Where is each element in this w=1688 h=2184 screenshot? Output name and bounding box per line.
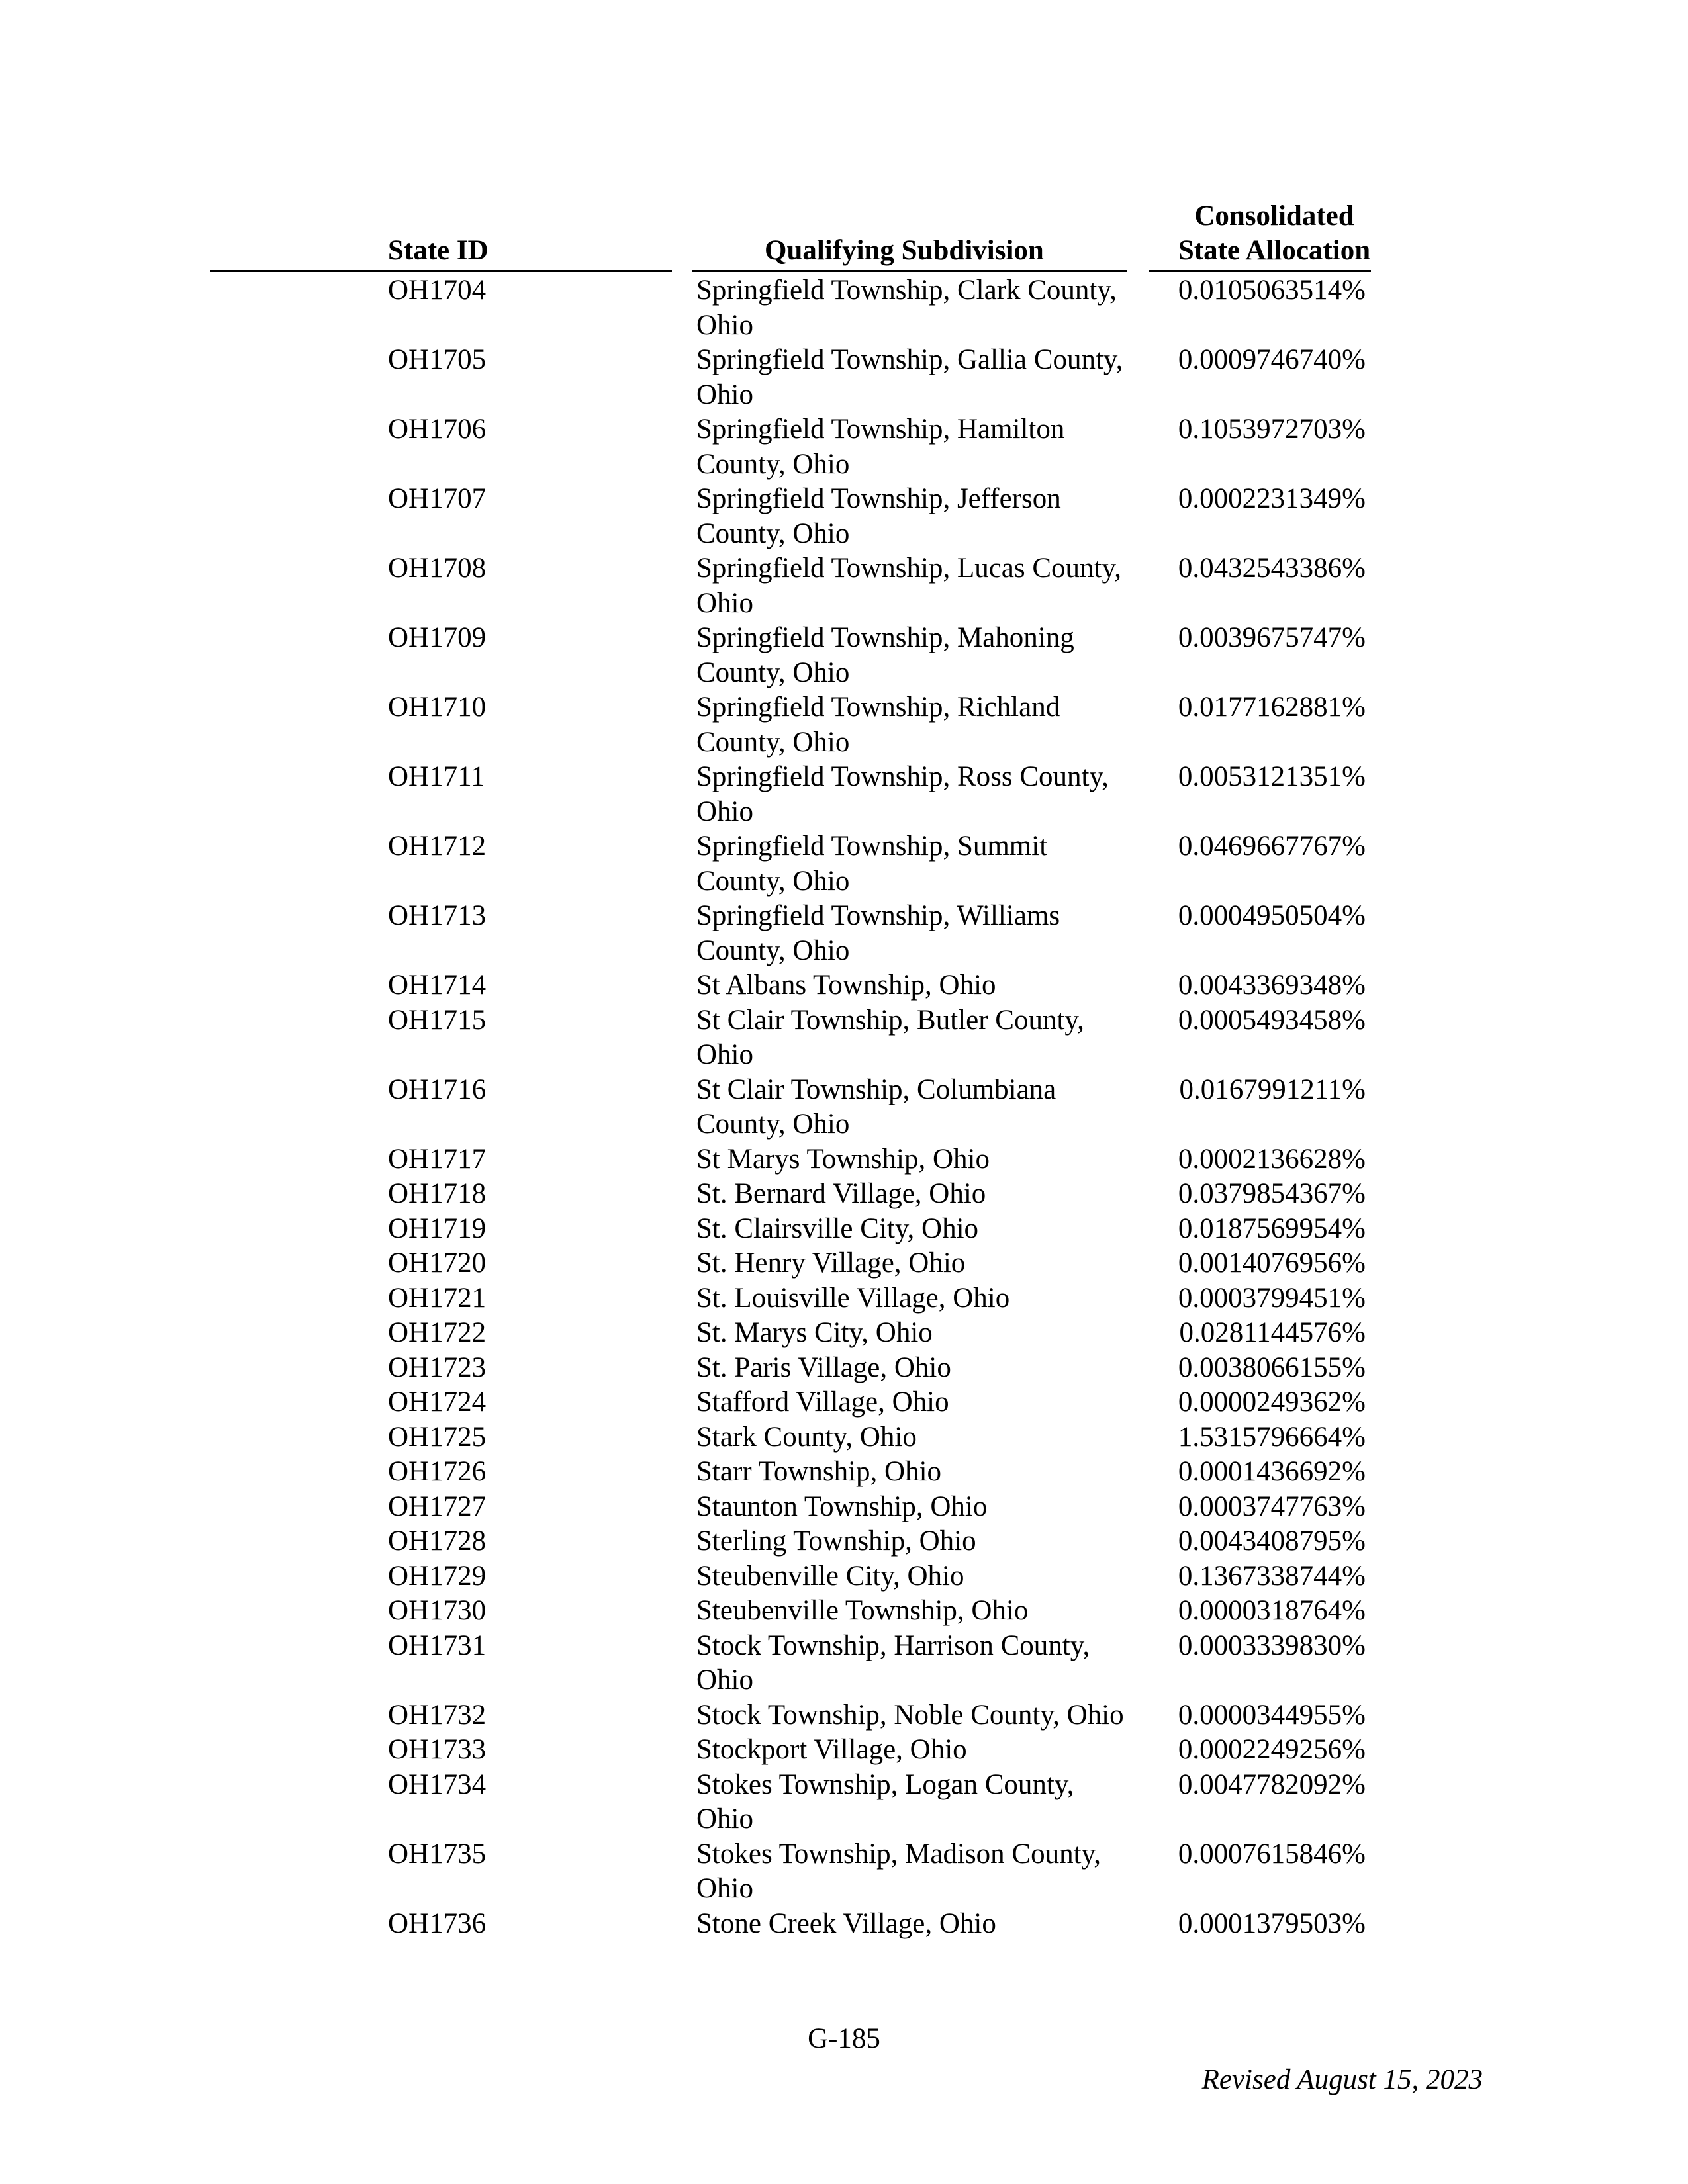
subdivision-cell: Springfield Township, Richland County, Ohio — [696, 692, 1060, 758]
table-row — [0, 412, 1688, 482]
state-id-cell: OH1736 — [388, 1907, 487, 1939]
state-id-cell: OH1717 — [388, 1143, 487, 1175]
state-id-cell: OH1724 — [388, 1387, 487, 1418]
allocation-cell: 0.0105063514% — [1178, 275, 1366, 306]
allocation-cell: 0.0003339830% — [1178, 1629, 1366, 1661]
state-id-cell: OH1729 — [388, 1560, 487, 1592]
allocation-cell: 0.0014076956% — [1178, 1248, 1366, 1279]
state-id-cell: OH1706 — [388, 414, 487, 445]
subdivision-cell: St Albans Township, Ohio — [696, 970, 996, 1001]
allocation-cell: 0.0469667767% — [1178, 831, 1366, 862]
table-row — [0, 1385, 1688, 1420]
table-row — [0, 690, 1688, 760]
table-row — [0, 968, 1688, 1003]
table-row — [0, 551, 1688, 621]
table-row — [0, 760, 1688, 829]
state-id-cell: OH1712 — [388, 831, 487, 862]
allocation-header-line2: State Allocation — [1178, 235, 1371, 266]
allocation-cell: 0.0053121351% — [1178, 761, 1366, 792]
allocation-cell: 0.0001436692% — [1178, 1456, 1366, 1487]
subdivision-cell: Staunton Township, Ohio — [696, 1490, 988, 1522]
subdivision-cell: St. Henry Village, Ohio — [696, 1248, 966, 1279]
table-row — [0, 1559, 1688, 1594]
subdivision-cell: St. Clairsville City, Ohio — [696, 1212, 979, 1244]
subdivision-header-rule — [692, 270, 1127, 272]
table-row — [0, 1524, 1688, 1559]
table-row — [0, 1003, 1688, 1073]
table-row — [0, 343, 1688, 412]
allocation-cell: 0.0004950504% — [1178, 900, 1366, 931]
state-id-cell: OH1722 — [388, 1317, 487, 1348]
allocation-cell: 0.0003799451% — [1178, 1282, 1366, 1314]
table-row — [0, 1629, 1688, 1698]
state-id-cell: OH1709 — [388, 622, 487, 653]
table-row — [0, 829, 1688, 899]
allocation-table-body — [0, 273, 1688, 1941]
state-id-cell: OH1715 — [388, 1004, 487, 1036]
subdivision-cell: Springfield Township, Williams County, Ohio — [696, 900, 1060, 966]
allocation-cell: 0.0043369348% — [1178, 970, 1366, 1001]
allocation-cell: 0.0167991211% — [1179, 1073, 1366, 1105]
allocation-cell: 0.0432543386% — [1178, 553, 1366, 584]
subdivision-cell: Springfield Township, Mahoning County, Ohio — [696, 622, 1074, 688]
allocation-cell: 0.0007615846% — [1178, 1838, 1366, 1870]
state-id-cell: OH1731 — [388, 1629, 487, 1661]
state-id-cell: OH1735 — [388, 1838, 487, 1870]
table-row — [0, 1316, 1688, 1351]
table-row — [0, 1212, 1688, 1247]
state-id-cell: OH1723 — [388, 1351, 487, 1383]
subdivision-cell: St Marys Township, Ohio — [696, 1143, 990, 1175]
allocation-cell: 0.0039675747% — [1178, 622, 1366, 653]
table-row — [0, 1246, 1688, 1281]
allocation-cell: 0.0002249256% — [1178, 1734, 1366, 1765]
subdivision-cell: Springfield Township, Jefferson County, Ohio — [696, 483, 1061, 549]
allocation-cell: 0.0000344955% — [1178, 1699, 1366, 1731]
subdivision-cell: St. Louisville Village, Ohio — [696, 1282, 1010, 1314]
state-id-cell: OH1708 — [388, 553, 487, 584]
subdivision-cell: Springfield Township, Lucas County, Ohio — [696, 553, 1121, 619]
subdivision-cell: St. Paris Village, Ohio — [696, 1351, 951, 1383]
table-row — [0, 482, 1688, 551]
state-id-cell: OH1714 — [388, 970, 487, 1001]
subdivision-cell: St. Marys City, Ohio — [696, 1317, 933, 1348]
state-id-cell: OH1725 — [388, 1421, 487, 1453]
subdivision-cell: Stokes Township, Logan County, Ohio — [696, 1768, 1074, 1835]
state-id-cell: OH1728 — [388, 1525, 487, 1557]
table-row — [0, 621, 1688, 690]
state-id-cell: OH1711 — [388, 761, 485, 792]
table-row — [0, 1698, 1688, 1733]
subdivision-cell: St. Bernard Village, Ohio — [696, 1178, 986, 1209]
subdivision-cell: Stark County, Ohio — [696, 1421, 917, 1453]
state-id-header: State ID — [388, 235, 489, 266]
subdivision-cell: Stockport Village, Ohio — [696, 1734, 967, 1765]
table-row — [0, 1907, 1688, 1942]
allocation-cell: 0.0000318764% — [1178, 1595, 1366, 1626]
table-row — [0, 1351, 1688, 1386]
allocation-cell: 0.0187569954% — [1178, 1212, 1366, 1244]
allocation-cell: 0.0177162881% — [1178, 692, 1366, 723]
subdivision-cell: Springfield Township, Clark County, Ohio — [696, 275, 1117, 341]
state-id-cell: OH1730 — [388, 1595, 487, 1626]
subdivision-cell: Starr Township, Ohio — [696, 1456, 942, 1487]
subdivision-cell: St Clair Township, Butler County, Ohio — [696, 1004, 1084, 1070]
revised-date: Revised August 15, 2023 — [1201, 2064, 1483, 2095]
table-row — [0, 1837, 1688, 1907]
allocation-header-line1: Consolidated — [1194, 201, 1354, 232]
subdivision-cell: Stokes Township, Madison County, Ohio — [696, 1838, 1101, 1904]
table-row — [0, 1420, 1688, 1455]
allocation-cell: 0.0047782092% — [1178, 1768, 1366, 1800]
allocation-cell: 0.0005493458% — [1178, 1004, 1366, 1036]
page-number: G-185 — [808, 2023, 880, 2054]
allocation-cell: 0.0002136628% — [1178, 1143, 1366, 1175]
allocation-header-rule — [1149, 270, 1371, 272]
allocation-cell: 0.0281144576% — [1179, 1317, 1366, 1348]
allocation-cell: 0.0038066155% — [1178, 1351, 1366, 1383]
table-row — [0, 1281, 1688, 1316]
table-row — [0, 1733, 1688, 1768]
subdivision-cell: Steubenville Township, Ohio — [696, 1595, 1029, 1626]
allocation-cell: 0.0009746740% — [1178, 344, 1366, 375]
subdivision-cell: Stock Township, Noble County, Ohio — [696, 1699, 1124, 1731]
subdivision-cell: St Clair Township, Columbiana County, Ohio — [696, 1073, 1056, 1140]
subdivision-cell: Sterling Township, Ohio — [696, 1525, 976, 1557]
allocation-cell: 0.1053972703% — [1178, 414, 1366, 445]
state-id-header-rule — [210, 270, 672, 272]
state-id-cell: OH1726 — [388, 1456, 487, 1487]
state-id-cell: OH1727 — [388, 1490, 487, 1522]
state-id-cell: OH1707 — [388, 483, 487, 514]
subdivision-cell: Stafford Village, Ohio — [696, 1387, 949, 1418]
table-row — [0, 1073, 1688, 1142]
table-row — [0, 1142, 1688, 1177]
table-row — [0, 273, 1688, 343]
allocation-cell: 1.5315796664% — [1178, 1421, 1366, 1453]
subdivision-cell: Springfield Township, Ross County, Ohio — [696, 761, 1109, 827]
state-id-cell: OH1732 — [388, 1699, 487, 1731]
state-id-cell: OH1704 — [388, 275, 487, 306]
state-id-cell: OH1713 — [388, 900, 487, 931]
table-row — [0, 1177, 1688, 1212]
subdivision-cell: Stone Creek Village, Ohio — [696, 1907, 996, 1939]
state-id-cell: OH1716 — [388, 1073, 487, 1105]
table-row — [0, 1490, 1688, 1525]
table-row — [0, 1594, 1688, 1629]
allocation-cell: 0.0003747763% — [1178, 1490, 1366, 1522]
subdivision-cell: Springfield Township, Gallia County, Ohio — [696, 344, 1123, 410]
table-row — [0, 1768, 1688, 1837]
state-id-cell: OH1718 — [388, 1178, 487, 1209]
qualifying-subdivision-header: Qualifying Subdivision — [765, 235, 1044, 266]
state-id-cell: OH1710 — [388, 692, 487, 723]
allocation-cell: 0.0000249362% — [1178, 1387, 1366, 1418]
table-row — [0, 899, 1688, 968]
state-id-cell: OH1733 — [388, 1734, 487, 1765]
allocation-cell: 0.0001379503% — [1178, 1907, 1366, 1939]
subdivision-cell: Stock Township, Harrison County, Ohio — [696, 1629, 1090, 1696]
subdivision-cell: Springfield Township, Hamilton County, Ohio — [696, 414, 1065, 480]
state-id-cell: OH1720 — [388, 1248, 487, 1279]
allocation-cell: 0.1367338744% — [1178, 1560, 1366, 1592]
allocation-cell: 0.0379854367% — [1178, 1178, 1366, 1209]
table-row — [0, 1455, 1688, 1490]
state-id-cell: OH1705 — [388, 344, 487, 375]
allocation-cell: 0.0002231349% — [1178, 483, 1366, 514]
allocation-cell: 0.0043408795% — [1178, 1525, 1366, 1557]
state-id-cell: OH1721 — [388, 1282, 487, 1314]
state-id-cell: OH1734 — [388, 1768, 487, 1800]
state-id-cell: OH1719 — [388, 1212, 487, 1244]
subdivision-cell: Steubenville City, Ohio — [696, 1560, 964, 1592]
subdivision-cell: Springfield Township, Summit County, Ohio — [696, 831, 1048, 897]
